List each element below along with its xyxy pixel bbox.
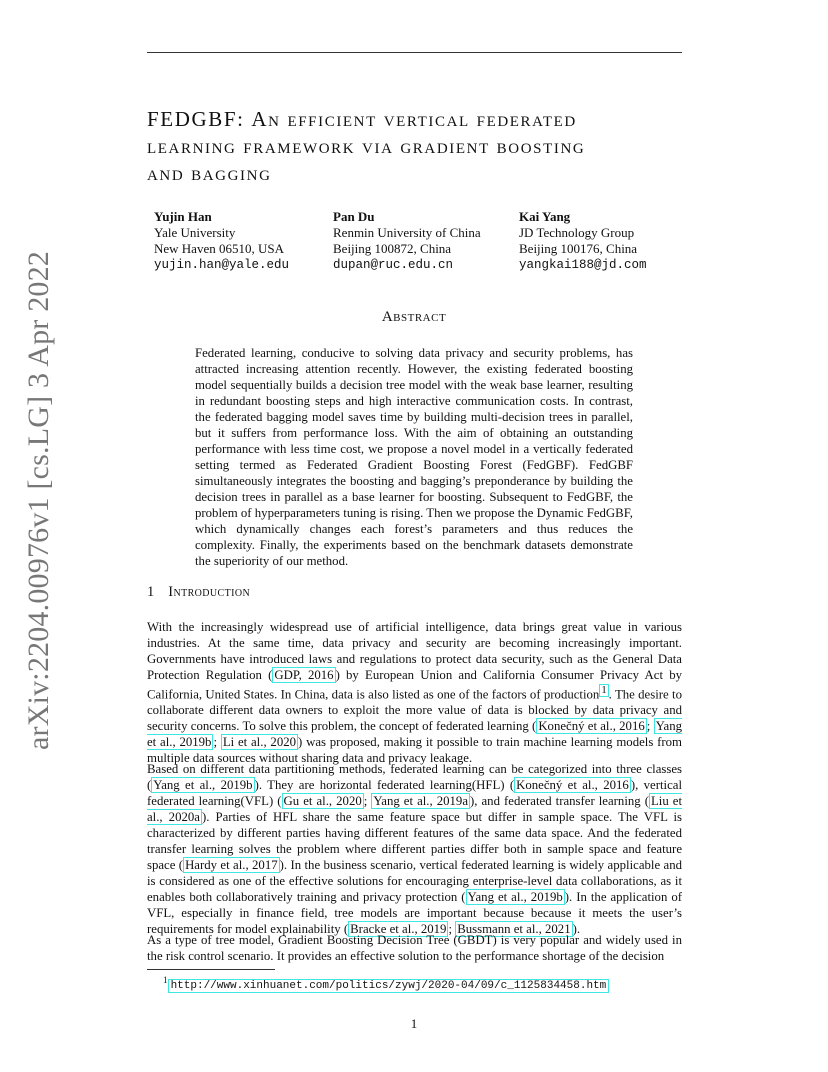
citation-link[interactable]: Bracke et al., 2019 xyxy=(350,922,447,936)
author-address: Beijing 100176, China xyxy=(519,241,638,256)
paper-title xyxy=(147,106,687,187)
author-email[interactable]: yangkai188@jd.com xyxy=(519,258,647,272)
footnote-rule xyxy=(147,969,275,970)
citation-link[interactable]: Yang et al., 2019b xyxy=(467,890,563,904)
citation-link[interactable]: Yang et al., 2019a xyxy=(373,794,469,808)
author-name: Yujin Han xyxy=(154,209,212,224)
intro-paragraph-1 xyxy=(147,619,682,766)
title-line2: learning framework via gradient boosting xyxy=(147,134,586,158)
footnote-mark: 1 xyxy=(163,975,168,985)
citation-link[interactable]: Konečný et al., 2016 xyxy=(538,719,645,734)
title-small: ED xyxy=(160,107,192,131)
author-affiliation: Yale University xyxy=(154,225,236,240)
title-line1: An efficient vertical federated xyxy=(251,107,577,131)
arxiv-identifier[interactable]: arXiv:2204.00976v1 [cs.LG] 3 Apr 2022 xyxy=(22,250,55,750)
intro-paragraph-2 xyxy=(147,761,682,937)
citation-link[interactable]: Liu et al., 2020a xyxy=(147,794,683,824)
author-name: Kai Yang xyxy=(519,209,571,224)
top-rule xyxy=(147,52,682,53)
text-run: ). They are horizontal federated learning(HFL) ( xyxy=(254,778,515,792)
text-run: Based on different data partitioning methods, federated learning can be categorized into three classes ( xyxy=(147,762,682,792)
author-affiliation: JD Technology Group xyxy=(519,225,635,240)
text-run: ), and federated transfer learning ( xyxy=(470,794,649,808)
author-affiliation: Renmin University of China xyxy=(333,225,481,240)
text-run: ) was proposed, making it possible to train machine learning models from multiple data sources without sharing data and privacy leakage. xyxy=(147,735,682,766)
footnote xyxy=(163,975,609,992)
author-address: New Haven 06510, USA xyxy=(154,241,284,256)
page-number: 1 xyxy=(410,1016,418,1031)
title-line3: and bagging xyxy=(147,161,272,185)
text-run: With the increasingly widespread use of artificial intelligence, data brings great value in various industries. At the same time, data privacy and security are becoming increasingly important. Governments have introduced laws and regulations to protect data security, such as the General Data Protection Regulation ( xyxy=(147,620,682,682)
citation-link[interactable]: Yang et al., 2019b xyxy=(153,778,253,792)
abstract-heading: Abstract xyxy=(381,309,447,325)
title-rest: GBF: xyxy=(191,107,252,131)
citation-link[interactable]: GDP, 2016 xyxy=(274,668,334,682)
citation-link[interactable]: Li et al., 2020 xyxy=(222,735,297,750)
abstract-text: Federated learning, conducive to solving data privacy and security problems, has attracted increasing attention recently. However, the existing federated boosting model sequentially builds a decision tree model with the weak base learner, resulting in redundant boosting steps and high interactive communication costs. In contrast, the federated bagging model saves time by building multi-decision trees in parallel, but it suffers from performance loss. With the aim of obtaining an outstanding performance with less time cost, we propose a novel model in a vertically federated setting termed as Federated Gradient Boosting Forest (FedGBF). FedGBF simultaneously integrates the boosting and bagging’s preponderance by building the decision trees in parallel as a base learner for boosting. Subsequent to FedGBF, the problem of hyperparameters tuning is rising. Then we propose the Dynamic FedGBF, which dynamically changes each forest’s parameters and thus reduces the complexity. Finally, the experiments based on the benchmark datasets demonstrate the superiority of our method. xyxy=(195,346,633,568)
text-run: ; xyxy=(213,735,221,750)
text-run: ; xyxy=(363,794,372,808)
text-run: ). Parties of HFL share the same feature space but differ in sample space. The VFL is characterized by different parties having different features of the same data space. And the federated transfer learning solves the problem where different parties differ both in sample space and feature space ( xyxy=(147,810,683,872)
text-run: ) by European Union and California Consumer Privacy Act by California, United States. In China, data is also listed as one of the factors of production xyxy=(147,668,682,702)
text-run: ; xyxy=(448,922,456,936)
author-block-1 xyxy=(154,209,289,273)
citation-link[interactable]: Yang et al., 2019b xyxy=(147,719,682,750)
citation-link[interactable]: Bussmann et al., 2021 xyxy=(457,922,571,936)
author-email[interactable]: dupan@ruc.edu.cn xyxy=(333,258,454,272)
text-run: . The desire to collaborate different data owners to exploit the more value of data is blocked by data privacy and security concerns. To solve this problem, the concept of federated learning ( xyxy=(147,687,682,734)
author-email[interactable]: yujin.han@yale.edu xyxy=(154,258,290,272)
title-initial: F xyxy=(147,107,161,131)
section-title: Introduction xyxy=(168,584,251,600)
text-run: ). In the business scenario, vertical federated learning is widely applicable and is considered as one of the effective solutions for encouraging enterprise-level data collaborations, as it enables both collaboratively training and privacy protection ( xyxy=(147,858,682,904)
author-name: Pan Du xyxy=(333,209,375,224)
citation-link[interactable]: Hardy et al., 2017 xyxy=(185,858,278,872)
citation-link[interactable]: Gu et al., 2020 xyxy=(283,794,362,808)
footnote-marker[interactable]: 1 xyxy=(601,685,607,696)
intro-paragraph-3: As a type of tree model, Gradient Boosting Decision Tree (GBDT) is very popular and widely used in the risk control scenario. It provides an effective solution to the performance shortage of the decision xyxy=(147,933,682,963)
citation-link[interactable]: Konečný et al., 2016 xyxy=(516,778,629,792)
text-run: ), vertical federated learning(VFL) ( xyxy=(147,778,682,808)
section-number: 1 xyxy=(147,584,155,600)
author-block-3 xyxy=(519,209,647,273)
section-heading xyxy=(147,584,250,601)
text-run: ). xyxy=(572,922,581,936)
text-run: ; xyxy=(646,719,654,734)
text-run: ). In the application of VFL, especially in finance field, tree models are important because because it meets the user’s requirements for model explainability ( xyxy=(147,890,682,936)
author-block-2 xyxy=(333,209,481,273)
author-address: Beijing 100872, China xyxy=(333,241,452,256)
footnote-url-link[interactable]: http://www.xinhuanet.com/politics/zywj/2020-04/09/c_1125834458.htm xyxy=(168,979,610,993)
